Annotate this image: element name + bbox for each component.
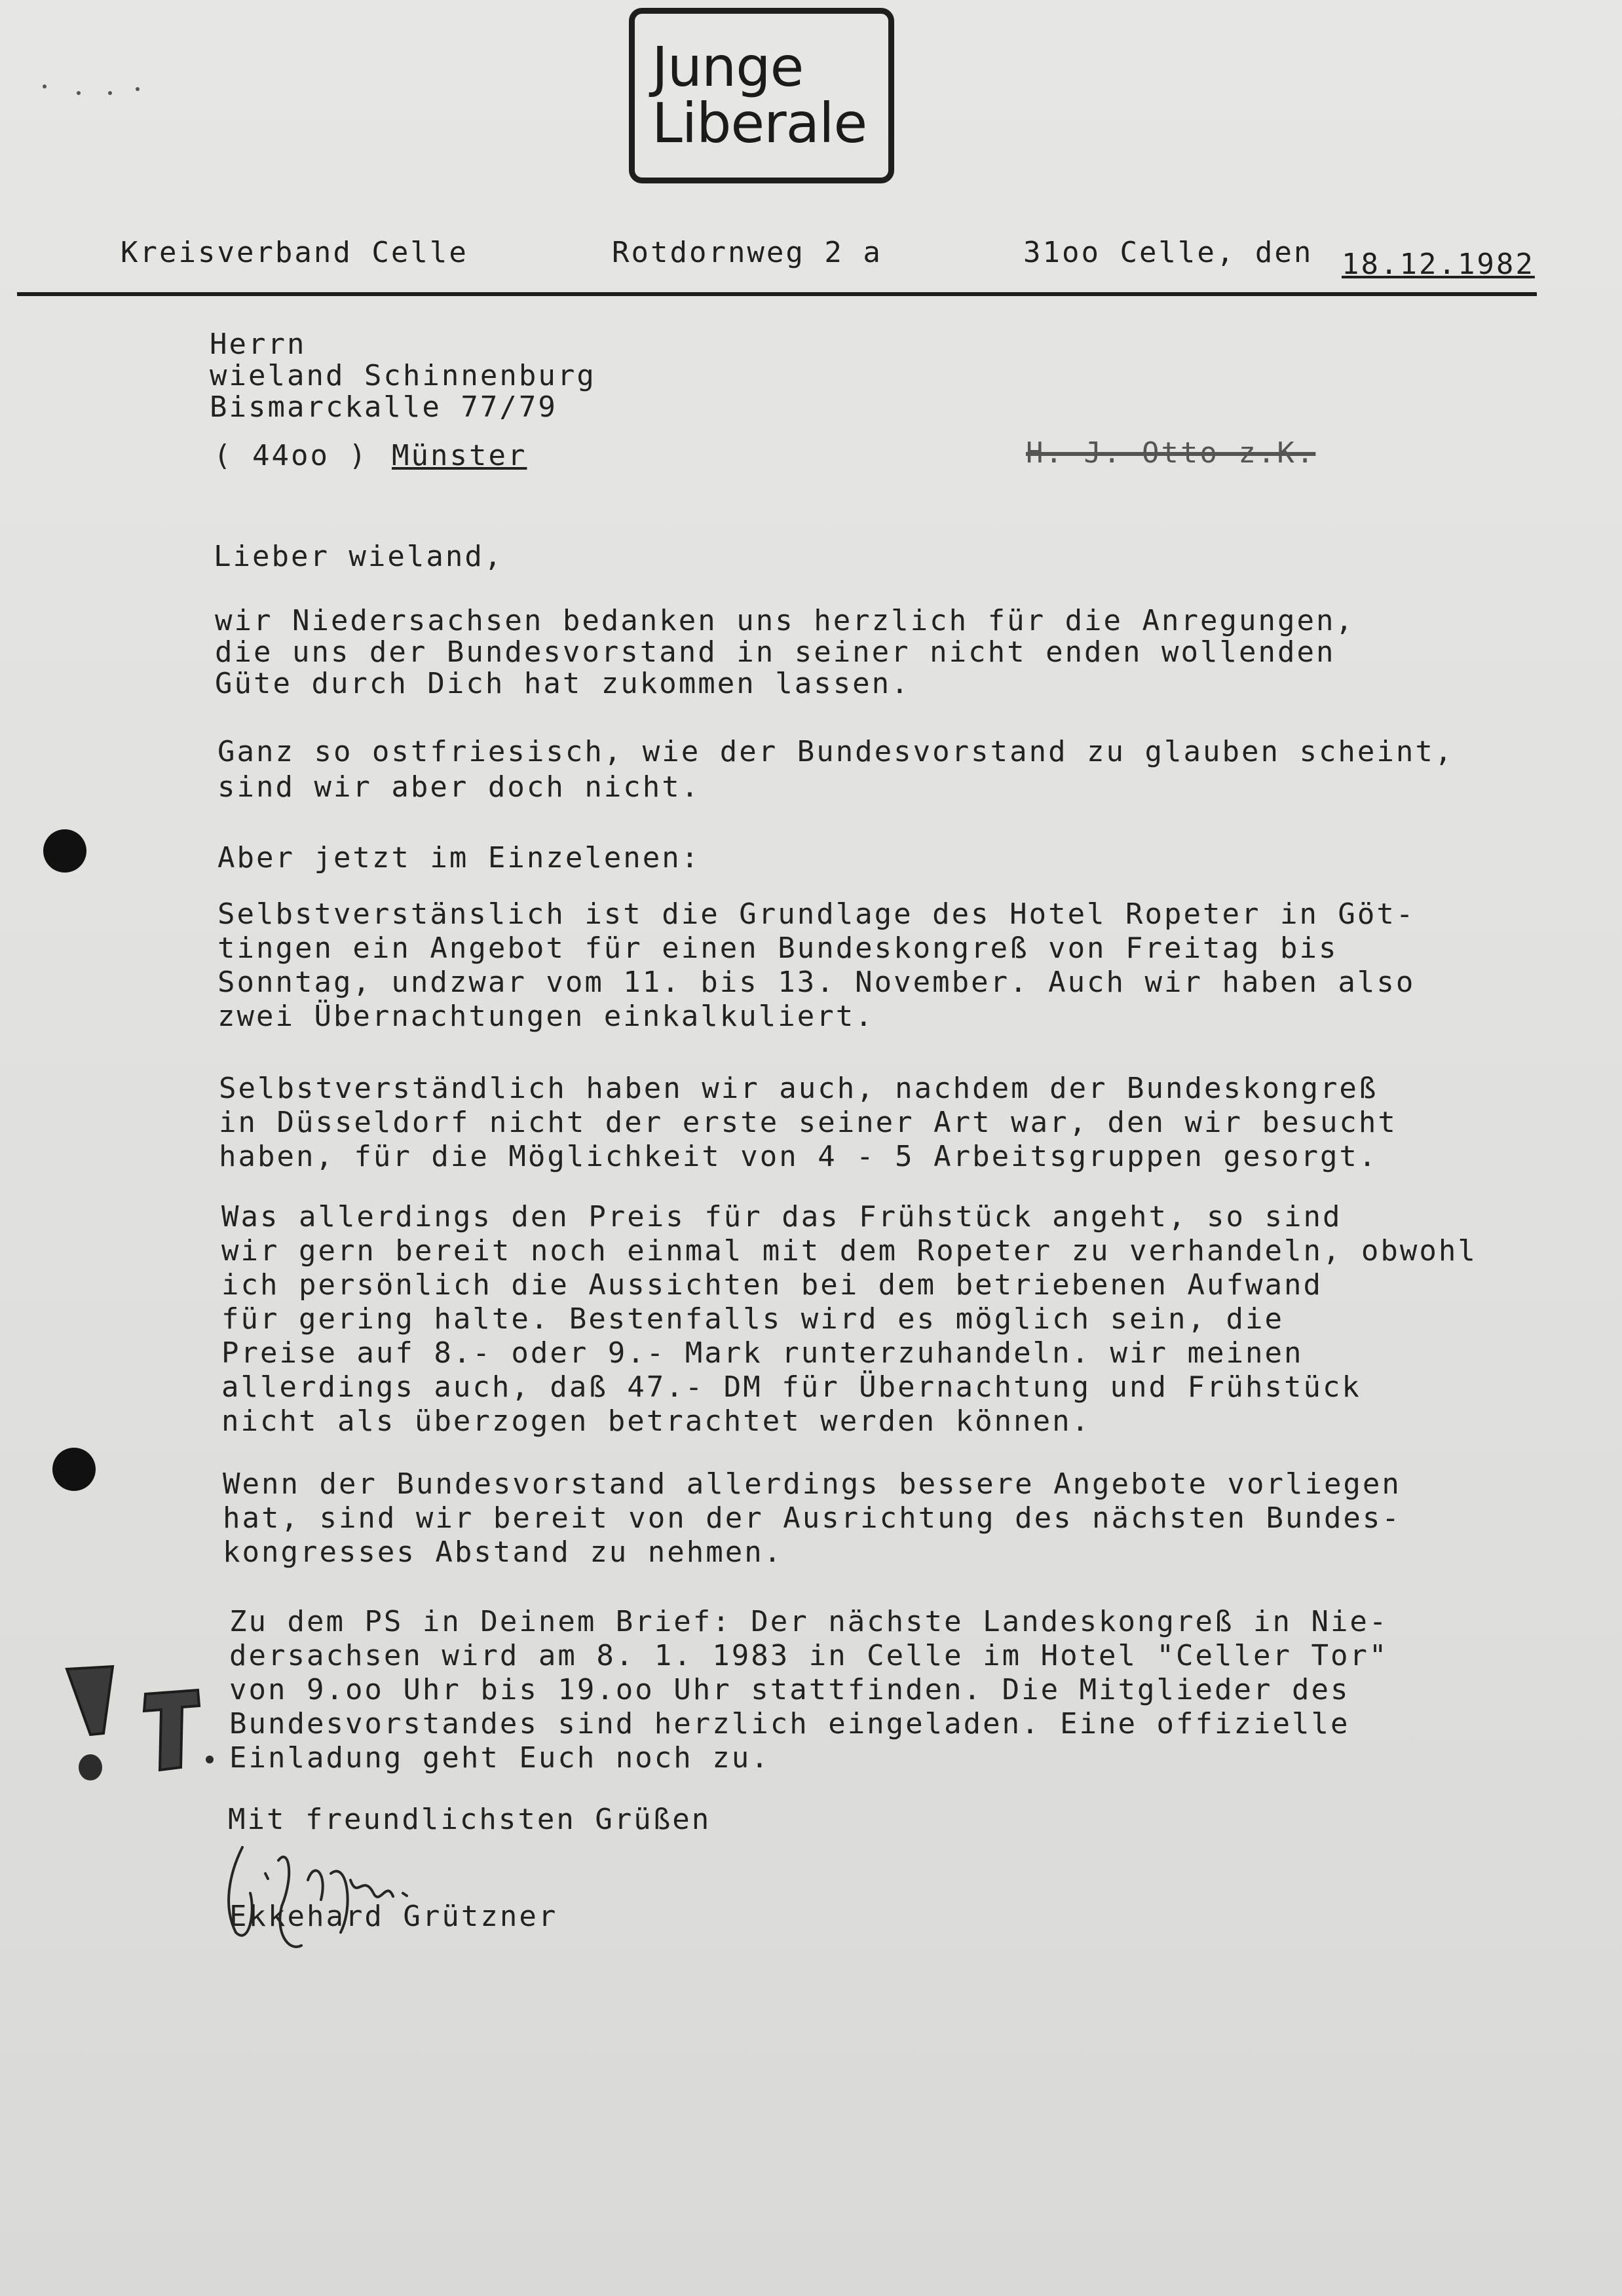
signer-name: Ekkehard Grützner (229, 1900, 558, 1933)
header-date: 18.12.1982 (1342, 248, 1535, 281)
junge-liberale-logo (629, 8, 894, 183)
header-city: 31oo Celle, den (1023, 236, 1313, 269)
paragraph-line: die uns der Bundesvorstand in seiner nicht enden wollenden (215, 635, 1336, 669)
recipient-city: Münster (392, 439, 527, 472)
paragraph-line: Wenn der Bundesvorstand allerdings bessere Angebote vorliegen (223, 1467, 1401, 1501)
paragraph-line: wir gern bereit noch einmal mit dem Ropeter zu verhandeln, obwohl (221, 1234, 1477, 1268)
paragraph-line: haben, für die Möglichkeit von 4 - 5 Arbeitsgruppen gesorgt. (219, 1140, 1378, 1173)
recipient-street: Bismarckalle 77/79 (210, 390, 557, 424)
paragraph-line: kongresses Abstand zu nehmen. (223, 1535, 783, 1569)
paragraph-line: von 9.oo Uhr bis 19.oo Uhr stattfinden. Die Mitglieder des (229, 1673, 1350, 1706)
exclamation-marks-drawing (60, 1661, 231, 1792)
recipient-salutation: Herrn (210, 328, 307, 361)
header-street: Rotdornweg 2 a (612, 236, 882, 269)
punch-hole-top (43, 829, 86, 873)
paragraph-line: Preise auf 8.- oder 9.- Mark runterzuhandeln. wir meinen (221, 1336, 1304, 1370)
paragraph-line: Zu dem PS in Deinem Brief: Der nächste Landeskongreß in Nie- (229, 1605, 1389, 1638)
paragraph-line: Einladung geht Euch noch zu. (229, 1741, 770, 1775)
paragraph-line: Selbstverständlich haben wir auch, nachdem der Bundeskongreß (219, 1072, 1378, 1105)
paragraph-line: wir Niedersachsen bedanken uns herzlich für die Anregungen, (215, 604, 1355, 637)
recipient-postcode: ( 44oo ) (214, 439, 368, 472)
paragraph-line: ich persönlich die Aussichten bei dem betriebenen Aufwand (221, 1268, 1323, 1302)
greeting: Lieber wieland, (214, 540, 504, 573)
handwritten-signature (216, 1834, 511, 1959)
logo-line-1: Junge (652, 35, 804, 99)
header-org: Kreisverband Celle (121, 236, 468, 269)
paragraph-line: Sonntag, undzwar vom 11. bis 13. November. Auch wir haben also (217, 966, 1416, 999)
paragraph-line: zwei Übernachtungen einkalkuliert. (217, 1000, 875, 1033)
paragraph-line: dersachsen wird am 8. 1. 1983 in Celle im Hotel "Celler Tor" (229, 1639, 1389, 1672)
specks (39, 79, 157, 105)
paragraph-line: sind wir aber doch nicht. (217, 770, 701, 804)
paragraph-line: hat, sind wir bereit von der Ausrichtung des nächsten Bundes- (223, 1501, 1401, 1535)
paragraph-line: für gering halte. Bestenfalls wird es möglich sein, die (221, 1302, 1284, 1336)
paragraph-line: Selbstverstänslich ist die Grundlage des Hotel Ropeter in Göt- (217, 897, 1416, 931)
paragraph-line: in Düsseldorf nicht der erste seiner Art war, den wir besucht (219, 1106, 1397, 1139)
recipient-name: wieland Schinnenburg (210, 359, 596, 392)
paragraph-line: Güte durch Dich hat zukommen lassen. (215, 667, 911, 700)
paragraph-line: Ganz so ostfriesisch, wie der Bundesvorstand zu glauben scheint, (217, 735, 1454, 768)
paragraph-line: Aber jetzt im Einzelenen: (217, 841, 701, 875)
paragraph-line: Was allerdings den Preis für das Frühstück angeht, so sind (221, 1200, 1342, 1233)
header-rule (17, 292, 1537, 296)
paragraph-line: tingen ein Angebot für einen Bundeskongreß von Freitag bis (217, 932, 1338, 965)
paragraph-line: allerdings auch, daß 47.- DM für Übernachtung und Frühstück (221, 1370, 1361, 1404)
punch-hole-bottom (52, 1448, 96, 1491)
closing: Mit freundlichsten Grüßen (228, 1803, 711, 1836)
logo-line-2: Liberale (652, 91, 867, 155)
paragraph-line: nicht als überzogen betrachtet werden können. (221, 1404, 1091, 1438)
crossed-out-copy-note: H. J. Otto z.K. (1026, 436, 1316, 470)
paragraph-line: Bundesvorstandes sind herzlich eingeladen. Eine offizielle (229, 1707, 1350, 1741)
